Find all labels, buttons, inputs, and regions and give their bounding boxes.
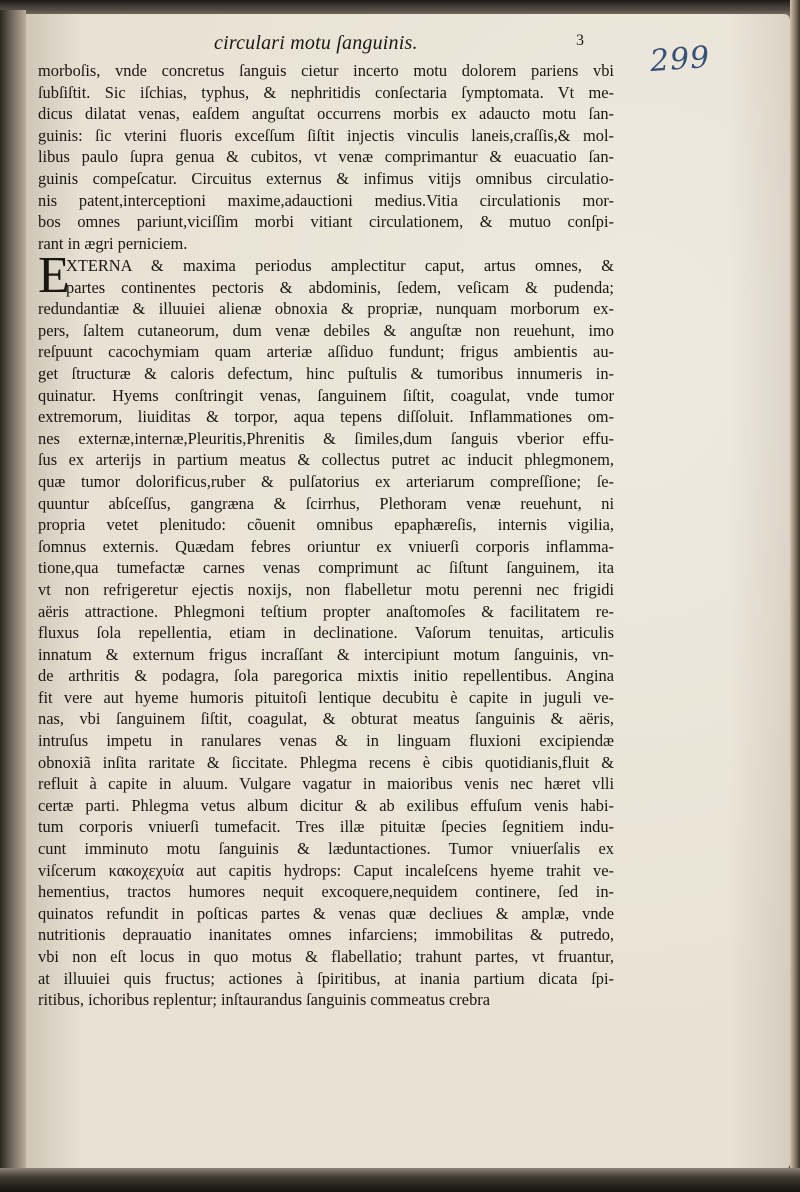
text-line: propria vetet plenitudo: cõuenit omnibus epaphæreſis, internis vigilia, [38, 515, 614, 535]
text-line: tione,qua tumefactæ carnes venas comprimunt ac ſiſtunt ſanguinem, ita [38, 558, 614, 578]
text-line: fit vere aut hyeme humoris pituitoſi lentique decubitu è capite in juguli ve- [38, 687, 614, 707]
text-line: quinatos refundit in poſticas partes & venas quæ decliues & amplæ, vnde [38, 903, 614, 923]
text-line: extremorum, liuiditas & torpor, aqua tepens diſſoluit. Inflammationes om- [38, 407, 614, 427]
text-line: get ſtructuræ & caloris defectum, hinc puſtulis & tumoribus innumeris in- [38, 363, 614, 383]
text-line: fluxus ſola repellentia, etiam in declinatione. Vaſorum tenuitas, articulis [38, 623, 614, 643]
text-line: de arthritis & podagra, ſola paregorica mixtis initio repellentibus. Angina [38, 666, 614, 686]
text-line: reſpuunt cacochymiam quam arteriæ aſſiduo fundunt; frigus ambientis au- [38, 342, 614, 362]
text-line: pers, ſaltem cutaneorum, dum venæ debiles & anguſtæ non reuehunt, imo [38, 320, 614, 340]
paragraph-1 [38, 60, 614, 254]
text-line: partes continentes pectoris & abdominis, ſedem, veſicam & pudenda; [66, 277, 614, 297]
text-line: innatum & externum frigus incraſſant & intercipiunt motum ſanguinis, vn- [38, 644, 614, 664]
text-line: nas, vbi ſanguinem ſiſtit, coagulat, & obturat meatus ſanguinis & aëris, [38, 709, 614, 729]
text-line: viſcerum κακοχεχυία aut capitis hydrops: Caput incaleſcens hyeme trahit ve- [38, 860, 614, 880]
text-line: nis patent,interceptioni maxime,adauctioni medius.Vitia circulationis mor- [38, 190, 614, 210]
text-line: vbi non eſt locus in quo motus & flabellatio; trahunt partes, vt fruantur, [38, 947, 614, 966]
text-line: rant in ægri perniciem. [38, 233, 188, 253]
text-line: cunt imminuto motu ſanguinis & læduntactiones. Tumor vniuerſalis ex [38, 839, 614, 859]
text-line: XTERNA & maxima periodus amplectitur caput, artus omnes, & [66, 256, 614, 275]
folio-number: 3 [576, 32, 584, 49]
text-line: at illuuiei quis fructus; actiones à ſpiritibus, at inania partium dicata ſpi- [38, 968, 614, 988]
text-line: bos omnes pariunt,viciſſim morbi vitiant circulationem, & mutuo conſpi- [38, 212, 614, 232]
text-line: refluit à capite in aluum. Vulgare vagatur in maioribus venis nec hæret vlli [38, 774, 614, 794]
text-line: quæ tumor dolorificus,ruber & pulſatorius ex arteriarum compreſſione; ſe- [38, 471, 614, 491]
text-line: certæ parti. Phlegma vetus album dicitur & ab exilibus effuſum venis habi- [38, 795, 614, 815]
paragraph-2 [38, 255, 614, 1011]
text-line: ſubſiſtit. Sic iſchias, typhus, & nephritidis conſectaria ſymptomata. Vt me- [38, 82, 614, 102]
text-line: ſus ex arterijs in partium meatus & collectus putret ac inducit phlegmonem, [38, 450, 614, 470]
text-line: redundantiæ & illuuiei alienæ obnoxia & propriæ, nunquam morborum ex- [38, 299, 614, 319]
book-gutter [0, 10, 26, 1192]
text-line: guinis: ſic vterini fluoris exceſſum ſiſtit injectis vinculis laneis,craſſis,& mol- [38, 125, 614, 145]
page-edges [790, 0, 800, 1192]
text-line: tum corporis vniuerſi tumefacit. Tres illæ pituitæ ſpecies ſegnitiem indu- [38, 817, 614, 837]
text-line: ritibus, ichoribus replentur; inſtaurandus ſanguinis commeatus crebra [38, 990, 490, 1010]
text-line: nutritionis deprauatio inanitates omnes infarciens; immobilitas & putredo, [38, 925, 614, 945]
text-line: libus paulo ſupra genua & cubitos, vt venæ comprimantur & euacuatio ſan- [38, 147, 614, 167]
running-head: circulari motu ſanguinis. [214, 32, 418, 54]
handwritten-page-number: 299 [648, 39, 712, 80]
text-line: obnoxiã inſita raritate & ſiccitate. Phlegma recens è cibis quotidianis,fluit & [38, 752, 614, 772]
text-line: vt non refrigeretur ejectis noxijs, non flabelletur motu perenni nec frigidi [38, 579, 614, 599]
text-line: guinis compeſcatur. Circuitus externus & infimus vitijs omnibus circulatio- [38, 168, 614, 188]
text-line: hementius, tractos humores nequit excoquere,nequidem continere, ſed in- [38, 882, 614, 902]
text-line: quinatur. Hyems conſtringit venas, ſanguinem ſiſtit, coagulat, vnde tumor [38, 385, 614, 405]
text-line: intruſus impetu in ranulares venas & in linguam fluxioni excipiendæ [38, 731, 614, 751]
text-line: ſomnus externis. Quædam febres oriuntur ex vniuerſi corporis inflamma- [38, 536, 614, 556]
drop-cap: E [38, 247, 70, 304]
text-line: dicus dilatat venas, eaſdem anguſtat occurrens morbis ex adaucto motu ſan- [38, 104, 614, 124]
book-bottom-edge [0, 1168, 800, 1192]
text-line: aëris attractione. Phlegmoni teſtium propter anaſtomoſes & facilitatem re- [38, 601, 614, 621]
text-line: morboſis, vnde concretus ſanguis cietur incerto motu dolorem pariens vbi [38, 61, 614, 80]
text-line: quuntur abſceſſus, gangræna & ſcirrhus, Plethoram venæ reuehunt, ni [38, 493, 614, 513]
text-line: nes externæ,internæ,Pleuritis,Phrenitis & ſimiles,dum ſanguis vberior effu- [38, 428, 614, 448]
